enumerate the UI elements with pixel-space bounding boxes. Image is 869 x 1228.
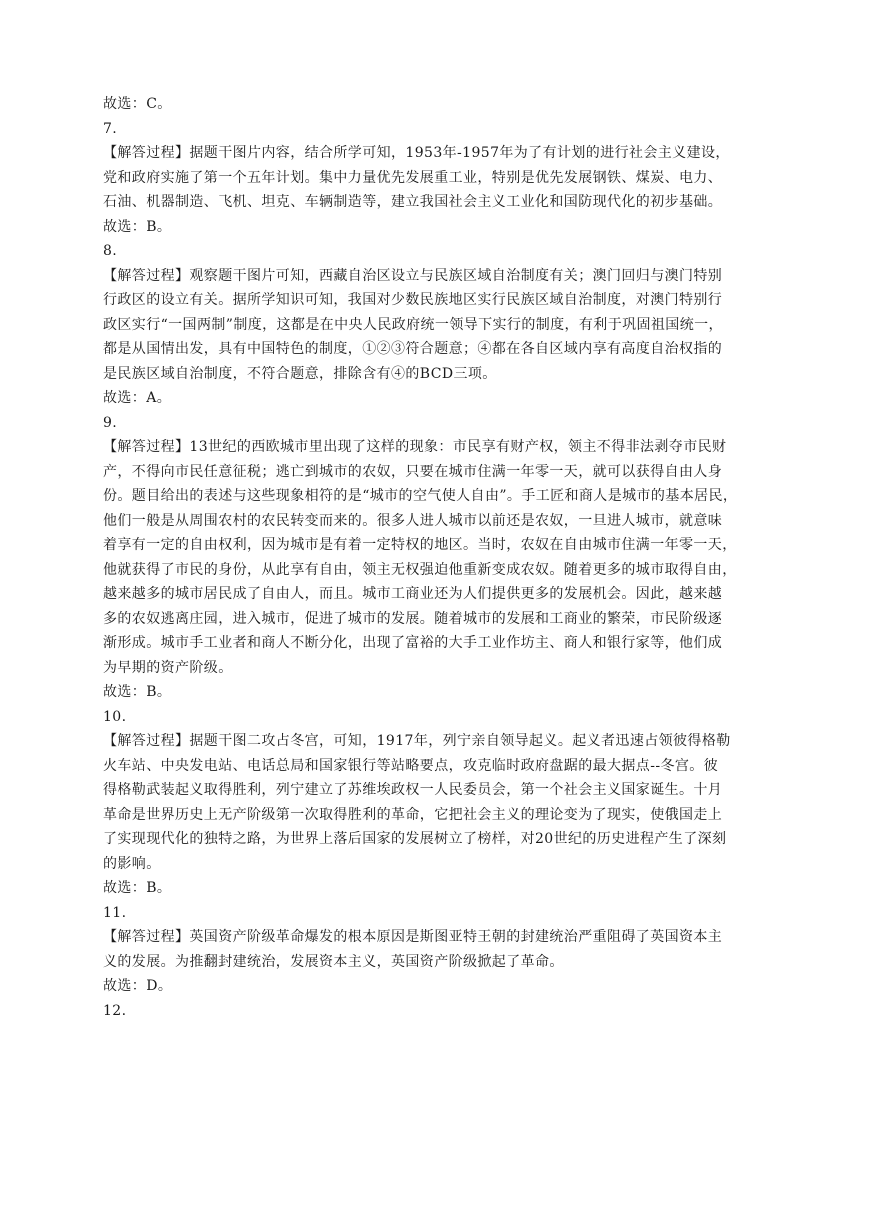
text-line: 了实现现代化的独特之路，为世界上落后国家的发展树立了榜样，对20世纪的历史进程产生了深刻 bbox=[103, 831, 727, 847]
text-line: 份。题目给出的表述与这些现象相符的是“城市的空气使人自由”。手工匠和商人是城市的基本居民， bbox=[103, 488, 738, 504]
answer-line bbox=[103, 386, 775, 411]
solution-paragraph bbox=[103, 729, 775, 876]
text-line: 【解答过程】13世纪的西欧城市里出现了这样的现象：市民享有财产权，领主不得非法剥夺市民财 bbox=[103, 439, 727, 455]
text-line: 9. bbox=[103, 414, 118, 431]
text-line: 故选：B。 bbox=[103, 880, 172, 896]
text-line: 为早期的资产阶级。 bbox=[103, 659, 233, 676]
text-line: 【解答过程】观察题干图片可知，西藏自治区设立与民族区域自治制度有关；澳门回归与澳门特别 bbox=[103, 267, 723, 284]
solution-paragraph bbox=[103, 435, 775, 680]
solution-paragraph bbox=[103, 264, 775, 387]
text-line: 石油、机器制造、飞机、坦克、车辆制造等，建立我国社会主义工业化和国防现代化的初步基础。 bbox=[103, 194, 723, 210]
text-line: 【解答过程】英国资产阶级革命爆发的根本原因是斯图亚特王朝的封建统治严重阻碍了英国资本主 bbox=[103, 929, 723, 945]
text-line: 11. bbox=[103, 904, 127, 921]
question-number bbox=[103, 239, 775, 264]
text-line: 得格勒武装起义取得胜利，列宁建立了苏维埃政权一人民委员会，第一个社会主义国家诞生。十月 bbox=[103, 782, 723, 798]
text-line: 故选：C。 bbox=[103, 96, 172, 112]
answer-line bbox=[103, 215, 775, 240]
text-line: 故选：A。 bbox=[103, 390, 172, 406]
text-line: 政区实行“一国两制”制度，这都是在中央人民政府统一领导下实行的制度，有利于巩固祖国统一， bbox=[103, 316, 723, 333]
text-line: 是民族区域自治制度，不符合题意，排除含有④的BCD三项。 bbox=[103, 365, 497, 382]
solution-paragraph bbox=[103, 141, 775, 215]
text-line: 着享有一定的自由权利，因为城市是有着一定特权的地区。当时，农奴在自由城市住满一年零一天， bbox=[103, 537, 737, 553]
text-line: 12. bbox=[103, 1002, 127, 1019]
question-number bbox=[103, 411, 775, 436]
text-line: 【解答过程】据题干图片内容，结合所学可知，1953年-1957年为了有计划的进行社会主义建设， bbox=[103, 145, 730, 161]
text-line: 【解答过程】据题干图二攻占冬宫，可知，1917年，列宁亲自领导起义。起义者迅速占领彼得格勒 bbox=[103, 733, 731, 749]
answer-line bbox=[103, 92, 775, 117]
text-line: 故选：B。 bbox=[103, 218, 172, 235]
question-number bbox=[103, 705, 775, 730]
text-line: 渐形成。城市手工业者和商人不断分化，出现了富裕的大手工业作坊主、商人和银行家等，他们成 bbox=[103, 635, 723, 651]
question-number bbox=[103, 117, 775, 142]
solution-paragraph bbox=[103, 925, 775, 974]
text-line: 都是从国情出发，具有中国特色的制度，①②③符合题意；④都在各自区域内享有高度自治权指的 bbox=[103, 341, 723, 357]
text-line: 党和政府实施了第一个五年计划。集中力量优先发展重工业，特别是优先发展钢铁、煤炭、电力、 bbox=[103, 169, 723, 186]
document-page bbox=[103, 92, 775, 1023]
text-line: 7. bbox=[103, 120, 118, 137]
text-line: 8. bbox=[103, 243, 118, 259]
answer-line bbox=[103, 680, 775, 705]
question-number bbox=[103, 901, 775, 926]
answer-line bbox=[103, 876, 775, 901]
text-line: 的影响。 bbox=[103, 855, 161, 872]
question-number bbox=[103, 999, 775, 1024]
text-line: 他们一般是从周围农村的农民转变而来的。很多人进人城市以前还是农奴，一旦进人城市，就意味 bbox=[103, 512, 723, 529]
text-line: 越来越多的城市居民成了自由人，而且。城市工商业还为人们提供更多的发展机会。因此，越来越 bbox=[103, 586, 723, 602]
text-line: 故选：D。 bbox=[103, 978, 173, 994]
text-line: 革命是世界历史上无产阶级第一次取得胜利的革命，它把社会主义的理论变为了现实，使俄国走上 bbox=[103, 806, 723, 823]
text-line: 义的发展。为推翻封建统治，发展资本主义，英国资产阶级掀起了革命。 bbox=[103, 953, 564, 970]
text-line: 多的农奴逃离庄园，进入城市，促进了城市的发展。随着城市的发展和工商业的繁荣，市民阶级逐 bbox=[103, 610, 723, 627]
text-line: 产，不得向市民任意征税；逃亡到城市的农奴，只要在城市住满一年零一天，就可以获得自由人身 bbox=[103, 463, 723, 480]
text-line: 故选：B。 bbox=[103, 684, 172, 700]
text-line: 10. bbox=[103, 708, 127, 725]
text-line: 他就获得了市民的身份，从此享有自由，领主无权强迫他重新变成农奴。随着更多的城市取得自由， bbox=[103, 561, 737, 578]
answer-line bbox=[103, 974, 775, 999]
text-line: 行政区的设立有关。据所学知识可知，我国对少数民族地区实行民族区域自治制度，对澳门特别行 bbox=[103, 292, 723, 308]
text-line: 火车站、中央发电站、电话总局和国家银行等站略要点，攻克临时政府盘踞的最大据点--冬宫。彼 bbox=[103, 757, 719, 774]
